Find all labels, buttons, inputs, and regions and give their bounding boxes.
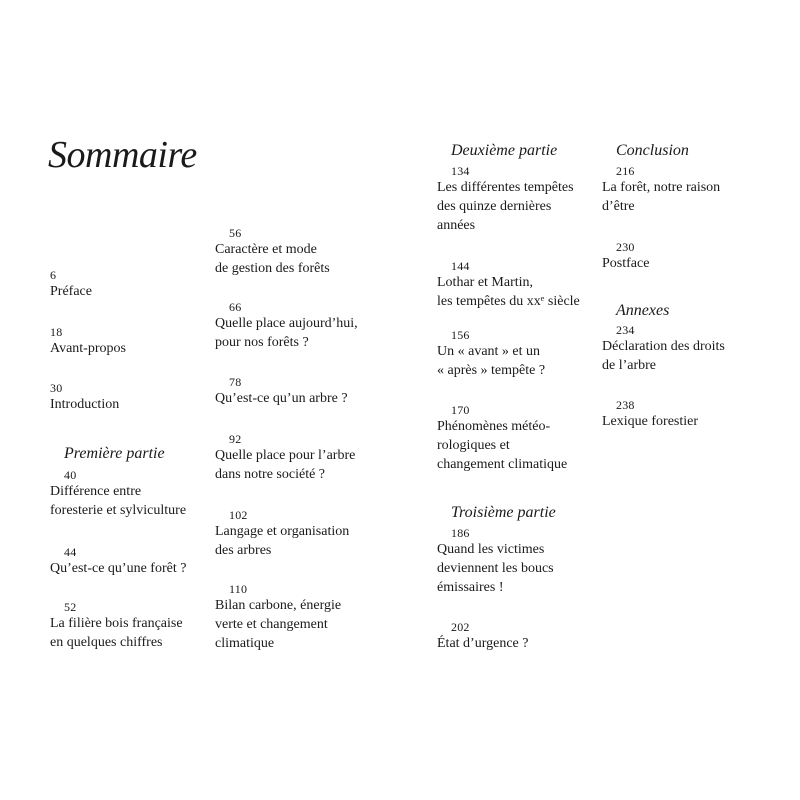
entry-label: climatique [215, 636, 275, 651]
page-number: 134 [451, 164, 470, 178]
entry-label: La filière bois française [50, 616, 183, 631]
entry-label: des quinze dernières [437, 199, 552, 214]
entry-label: Caractère et mode [215, 242, 317, 257]
entry-label: Lothar et Martin, [437, 275, 534, 290]
page-number: 216 [616, 164, 635, 178]
toc-entry [215, 432, 415, 484]
entry-label: des arbres [215, 543, 272, 558]
entry-label: Les différentes tempêtes [437, 180, 574, 195]
entry-label: verte et changement [215, 617, 328, 632]
entry-label: Qu’est-ce qu’un arbre ? [215, 391, 348, 406]
toc-entry [215, 226, 415, 278]
entry-label: Quand les victimes [437, 542, 545, 557]
page-number: 230 [616, 240, 635, 254]
entry-label: Phénomènes météo- [437, 419, 551, 434]
entry-label: Avant-propos [50, 341, 126, 356]
entry-label: deviennent les boucs [437, 561, 554, 576]
entry-label: Bilan carbone, énergie [215, 598, 342, 613]
entry-label: changement climatique [437, 457, 568, 472]
toc-entry [437, 620, 637, 653]
entry-label: Langage et organisation [215, 524, 350, 539]
entry-label: émissaires ! [437, 580, 504, 595]
entry-label: Déclaration des droits [602, 339, 725, 354]
toc-entry [602, 398, 800, 431]
page-number: 202 [451, 620, 470, 634]
page-number: 92 [229, 432, 242, 446]
page-number: 6 [50, 268, 57, 282]
toc-entry [437, 526, 637, 597]
entry-label: Un « avant » et un [437, 344, 541, 359]
entry-label: État d’urgence ? [437, 636, 529, 651]
entry-label: d’être [602, 199, 635, 214]
entry-label: années [437, 218, 476, 233]
page-number: 56 [229, 226, 242, 240]
entry-label: les tempêtes du xxᵉ siècle [437, 294, 580, 309]
toc-entry [602, 164, 800, 216]
page-number: 156 [451, 328, 470, 342]
entry-label: Quelle place aujourd’hui, [215, 316, 358, 331]
entry-label: Qu’est-ce qu’une forêt ? [50, 561, 187, 576]
page-number: 186 [451, 526, 470, 540]
page-number: 144 [451, 259, 470, 273]
page-number: 234 [616, 323, 635, 337]
toc-entry [215, 300, 415, 352]
page-number: 40 [64, 468, 77, 482]
entry-label: dans notre société ? [215, 467, 326, 482]
page-number: 170 [451, 403, 470, 417]
entry-label: Postface [602, 256, 650, 271]
toc-entry [215, 582, 415, 653]
page-number: 66 [229, 300, 242, 314]
entry-label: Lexique forestier [602, 414, 699, 429]
page-number: 110 [229, 582, 248, 596]
page-number: 102 [229, 508, 248, 522]
toc-entry [215, 375, 415, 408]
part-heading: Première partie [64, 445, 165, 462]
toc-entry [602, 240, 800, 273]
entry-label: « après » tempête ? [437, 363, 546, 378]
entry-label: La forêt, notre raison [602, 180, 721, 195]
part-heading: Annexes [616, 302, 670, 319]
entry-label: de gestion des forêts [215, 261, 330, 276]
entry-label: rologiques et [437, 438, 510, 453]
page-number: 30 [50, 381, 63, 395]
toc-entry [215, 508, 415, 560]
entry-label: pour nos forêts ? [215, 335, 309, 350]
page-number: 78 [229, 375, 242, 389]
entry-label: Quelle place pour l’arbre [215, 448, 356, 463]
entry-label: en quelques chiffres [50, 635, 163, 650]
part-heading: Troisième partie [451, 504, 556, 521]
entry-label: Introduction [50, 397, 120, 412]
entry-label: foresterie et sylviculture [50, 503, 187, 518]
page-number: 44 [64, 545, 77, 559]
entry-label: de l’arbre [602, 358, 657, 373]
entry-label: Préface [50, 284, 92, 299]
toc-entry [602, 323, 800, 375]
page-number: 18 [50, 325, 63, 339]
entry-label: Différence entre [50, 484, 142, 499]
part-heading: Conclusion [616, 142, 689, 159]
part-heading: Deuxième partie [451, 142, 558, 159]
page-number: 52 [64, 600, 77, 614]
page-title: Sommaire [48, 134, 197, 176]
page-number: 238 [616, 398, 635, 412]
